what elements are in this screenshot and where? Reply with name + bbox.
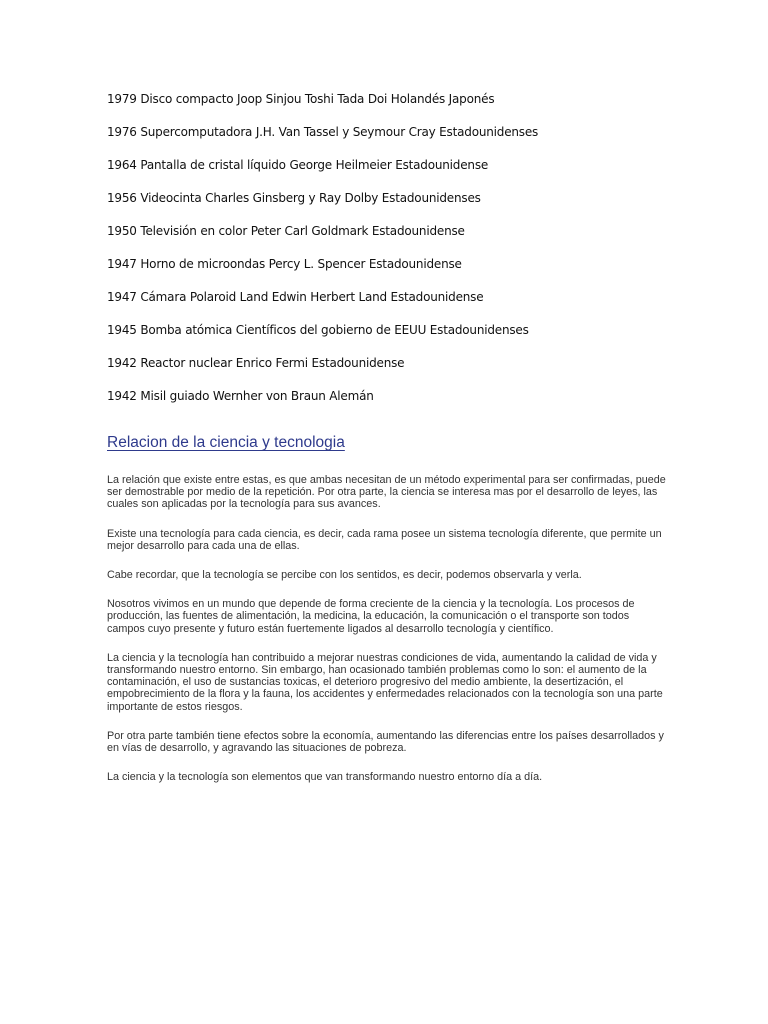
paragraph: La ciencia y la tecnología han contribuido a mejorar nuestras condiciones de vida, aumentando la calidad de vida y transformando nuestro entorno. Sin embargo, han ocasionado también problemas como lo son: el aumento de la contaminación, el uso de sustancias toxicas, el deterioro progresivo del medio ambiente, la desertización, el empobrecimiento de la flora y la fauna, los accidentes y enfermedades relacionados con la tecnología son una parte importante de estos riesgos. bbox=[107, 651, 663, 713]
section-body bbox=[107, 474, 667, 800]
paragraph: La relación que existe entre estas, es que ambas necesitan de un método experimental para ser confirmadas, puede ser demostrable por medio de la repetición. Por otra parte, la ciencia se interesa mas por el desarrollo de leyes, las cuales son aplicadas por la tecnología para sus avances. bbox=[107, 474, 666, 511]
inventions-list bbox=[107, 89, 727, 419]
invention-item: 1979 Disco compacto Joop Sinjou Toshi Tada Doi Holandés Japonés bbox=[107, 92, 495, 106]
invention-item: 1950 Televisión en color Peter Carl Goldmark Estadounidense bbox=[107, 224, 465, 238]
invention-item: 1942 Reactor nuclear Enrico Fermi Estadounidense bbox=[107, 356, 405, 370]
invention-item: 1945 Bomba atómica Científicos del gobierno de EEUU Estadounidenses bbox=[107, 323, 529, 337]
paragraph: La ciencia y la tecnología son elementos que van transformando nuestro entorno día a día. bbox=[107, 771, 543, 784]
invention-item: 1947 Cámara Polaroid Land Edwin Herbert Land Estadounidense bbox=[107, 290, 484, 304]
paragraph: Existe una tecnología para cada ciencia, es decir, cada rama posee un sistema tecnología diferente, que permite un mejor desarrollo para cada una de ellas. bbox=[107, 527, 662, 552]
invention-item: 1956 Videocinta Charles Ginsberg y Ray Dolby Estadounidenses bbox=[107, 191, 481, 205]
invention-item: 1976 Supercomputadora J.H. Van Tassel y Seymour Cray Estadounidenses bbox=[107, 125, 539, 139]
paragraph: Por otra parte también tiene efectos sobre la economía, aumentando las diferencias entre los países desarrollados y en vías de desarrollo, y agravando las situaciones de pobreza. bbox=[107, 729, 664, 755]
invention-item: 1947 Horno de microondas Percy L. Spencer Estadounidense bbox=[107, 257, 462, 271]
paragraph: Cabe recordar, que la tecnología se percibe con los sentidos, es decir, podemos observarla y verla. bbox=[107, 569, 582, 582]
paragraph: Nosotros vivimos en un mundo que depende de forma creciente de la ciencia y la tecnología. Los procesos de producción, las fuentes de alimentación, la medicina, la educación, la comunicación o el transporte son todos campos cuyo presente y futuro están fuertemente ligados al desarrollo tecnología y científico. bbox=[107, 598, 635, 635]
section-heading: Relacion de la ciencia y tecnologia bbox=[107, 434, 345, 451]
invention-item: 1942 Misil guiado Wernher von Braun Alemán bbox=[107, 389, 374, 403]
invention-item: 1964 Pantalla de cristal líquido George Heilmeier Estadounidense bbox=[107, 158, 489, 172]
